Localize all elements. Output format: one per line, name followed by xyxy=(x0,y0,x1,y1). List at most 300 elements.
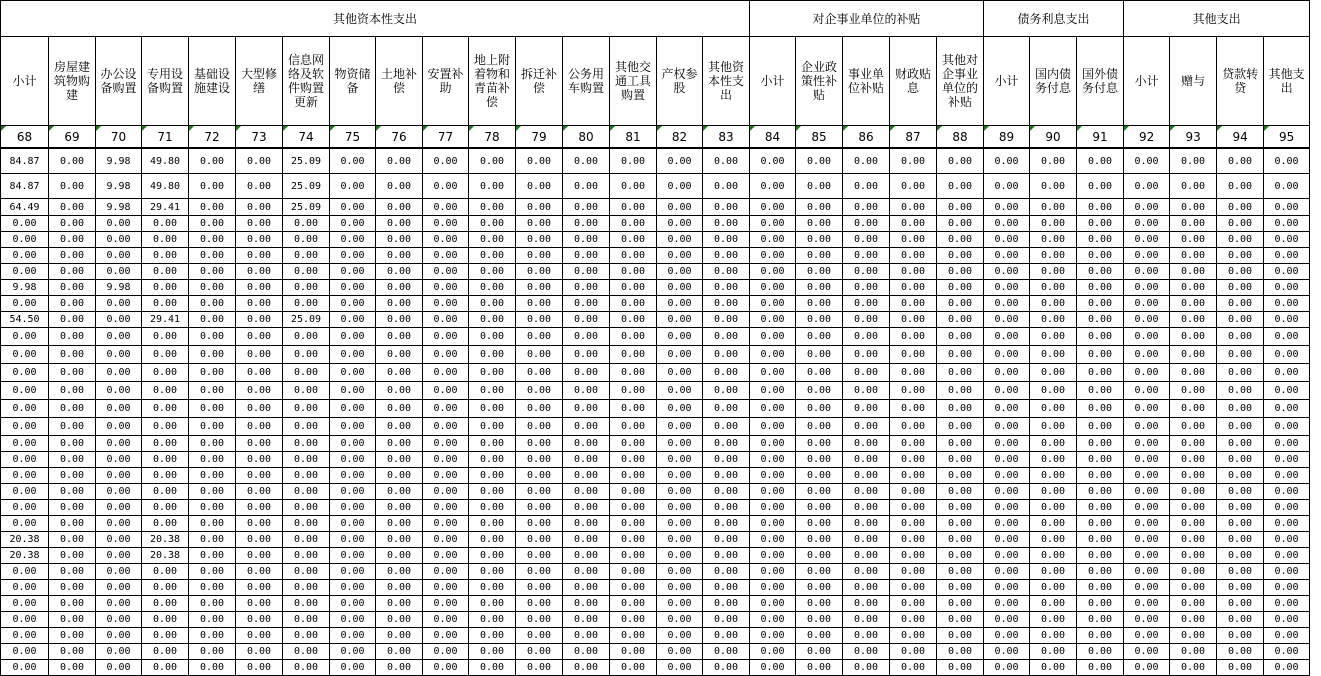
table-cell[interactable]: 0.00 xyxy=(423,248,469,264)
table-cell[interactable]: 0.00 xyxy=(469,612,516,628)
table-cell[interactable]: 0.00 xyxy=(516,296,563,312)
table-cell[interactable]: 0.00 xyxy=(1124,312,1170,328)
table-cell[interactable]: 0.00 xyxy=(843,328,890,346)
table-cell[interactable]: 0.00 xyxy=(376,564,423,580)
table-cell[interactable]: 0.00 xyxy=(1030,346,1077,364)
table-cell[interactable]: 0.00 xyxy=(1077,264,1124,280)
table-cell[interactable]: 0.00 xyxy=(657,580,703,596)
table-cell[interactable]: 0.00 xyxy=(610,346,657,364)
table-cell[interactable]: 0.00 xyxy=(1170,232,1217,248)
table-cell[interactable]: 0.00 xyxy=(937,346,984,364)
table-cell[interactable]: 0.00 xyxy=(1264,532,1310,548)
table-cell[interactable]: 0.00 xyxy=(610,149,657,174)
table-cell[interactable]: 0.00 xyxy=(516,548,563,564)
table-cell[interactable]: 0.00 xyxy=(610,280,657,296)
table-cell[interactable]: 0.00 xyxy=(890,328,937,346)
table-cell[interactable]: 84.87 xyxy=(1,174,49,199)
table-cell[interactable]: 0.00 xyxy=(1124,364,1170,382)
table-cell[interactable]: 0.00 xyxy=(1124,628,1170,644)
table-cell[interactable]: 0.00 xyxy=(516,248,563,264)
table-cell[interactable]: 0.00 xyxy=(1217,660,1264,676)
table-cell[interactable]: 0.00 xyxy=(563,418,610,436)
table-cell[interactable]: 0.00 xyxy=(796,382,843,400)
table-cell[interactable]: 0.00 xyxy=(1170,452,1217,468)
table-cell[interactable]: 0.00 xyxy=(890,468,937,484)
table-cell[interactable]: 0.00 xyxy=(376,500,423,516)
table-cell[interactable]: 0.00 xyxy=(1170,216,1217,232)
table-cell[interactable]: 0.00 xyxy=(142,216,189,232)
table-cell[interactable]: 0.00 xyxy=(142,484,189,500)
table-cell[interactable]: 0.00 xyxy=(236,264,283,280)
table-cell[interactable]: 0.00 xyxy=(1170,436,1217,452)
table-cell[interactable]: 0.00 xyxy=(890,418,937,436)
table-cell[interactable]: 0.00 xyxy=(189,468,236,484)
table-cell[interactable]: 0.00 xyxy=(843,516,890,532)
table-cell[interactable]: 0.00 xyxy=(657,418,703,436)
table-cell[interactable]: 0.00 xyxy=(49,644,96,660)
table-cell[interactable]: 0.00 xyxy=(49,500,96,516)
table-cell[interactable]: 0.00 xyxy=(96,532,142,548)
table-cell[interactable]: 0.00 xyxy=(843,418,890,436)
table-cell[interactable]: 0.00 xyxy=(236,564,283,580)
table-cell[interactable]: 0.00 xyxy=(1170,199,1217,216)
table-cell[interactable]: 0.00 xyxy=(657,596,703,612)
table-cell[interactable]: 0.00 xyxy=(563,628,610,644)
table-cell[interactable]: 0.00 xyxy=(984,232,1030,248)
table-cell[interactable]: 0.00 xyxy=(1077,328,1124,346)
table-cell[interactable]: 0.00 xyxy=(1124,296,1170,312)
table-cell[interactable]: 0.00 xyxy=(49,660,96,676)
table-cell[interactable]: 0.00 xyxy=(1,264,49,280)
table-cell[interactable]: 0.00 xyxy=(49,364,96,382)
table-cell[interactable]: 0.00 xyxy=(189,580,236,596)
table-cell[interactable]: 0.00 xyxy=(236,612,283,628)
table-cell[interactable]: 0.00 xyxy=(236,532,283,548)
table-cell[interactable]: 0.00 xyxy=(189,516,236,532)
table-cell[interactable]: 9.98 xyxy=(96,149,142,174)
table-cell[interactable]: 0.00 xyxy=(1264,628,1310,644)
table-cell[interactable]: 0.00 xyxy=(423,500,469,516)
table-cell[interactable]: 0.00 xyxy=(563,174,610,199)
table-cell[interactable]: 0.00 xyxy=(376,199,423,216)
table-cell[interactable]: 0.00 xyxy=(330,400,376,418)
table-cell[interactable]: 0.00 xyxy=(1030,418,1077,436)
table-cell[interactable]: 0.00 xyxy=(423,400,469,418)
table-cell[interactable]: 0.00 xyxy=(890,436,937,452)
table-cell[interactable]: 0.00 xyxy=(516,580,563,596)
table-cell[interactable]: 0.00 xyxy=(283,382,330,400)
table-cell[interactable]: 0.00 xyxy=(96,216,142,232)
table-cell[interactable]: 0.00 xyxy=(236,296,283,312)
table-cell[interactable]: 0.00 xyxy=(657,248,703,264)
table-cell[interactable]: 0.00 xyxy=(330,548,376,564)
table-cell[interactable]: 0.00 xyxy=(1170,484,1217,500)
table-cell[interactable]: 0.00 xyxy=(283,216,330,232)
table-cell[interactable]: 0.00 xyxy=(750,628,796,644)
table-cell[interactable]: 0.00 xyxy=(189,149,236,174)
table-cell[interactable]: 0.00 xyxy=(703,418,750,436)
table-cell[interactable]: 0.00 xyxy=(96,436,142,452)
table-cell[interactable]: 0.00 xyxy=(330,328,376,346)
table-cell[interactable]: 0.00 xyxy=(283,364,330,382)
table-cell[interactable]: 0.00 xyxy=(376,628,423,644)
table-cell[interactable]: 0.00 xyxy=(610,264,657,280)
table-cell[interactable]: 0.00 xyxy=(376,174,423,199)
table-cell[interactable]: 0.00 xyxy=(610,400,657,418)
table-cell[interactable]: 0.00 xyxy=(516,500,563,516)
table-cell[interactable]: 0.00 xyxy=(843,312,890,328)
table-cell[interactable]: 0.00 xyxy=(843,644,890,660)
table-cell[interactable]: 0.00 xyxy=(937,382,984,400)
table-cell[interactable]: 84.87 xyxy=(1,149,49,174)
table-cell[interactable]: 0.00 xyxy=(423,516,469,532)
table-cell[interactable]: 0.00 xyxy=(703,564,750,580)
table-cell[interactable]: 0.00 xyxy=(376,644,423,660)
table-cell[interactable]: 0.00 xyxy=(96,296,142,312)
table-cell[interactable]: 0.00 xyxy=(469,174,516,199)
table-cell[interactable]: 0.00 xyxy=(890,296,937,312)
table-cell[interactable]: 0.00 xyxy=(236,216,283,232)
table-cell[interactable]: 0.00 xyxy=(937,248,984,264)
table-cell[interactable]: 0.00 xyxy=(96,312,142,328)
table-cell[interactable]: 0.00 xyxy=(330,296,376,312)
table-cell[interactable]: 0.00 xyxy=(1264,232,1310,248)
table-cell[interactable]: 0.00 xyxy=(984,612,1030,628)
table-cell[interactable]: 0.00 xyxy=(657,149,703,174)
table-cell[interactable]: 0.00 xyxy=(283,484,330,500)
table-cell[interactable]: 0.00 xyxy=(516,628,563,644)
table-cell[interactable]: 0.00 xyxy=(984,660,1030,676)
table-cell[interactable]: 25.09 xyxy=(283,312,330,328)
table-cell[interactable]: 0.00 xyxy=(657,364,703,382)
table-cell[interactable]: 0.00 xyxy=(890,564,937,580)
table-cell[interactable]: 0.00 xyxy=(1170,280,1217,296)
table-cell[interactable]: 0.00 xyxy=(283,596,330,612)
table-cell[interactable]: 0.00 xyxy=(890,199,937,216)
table-cell[interactable]: 0.00 xyxy=(49,612,96,628)
table-cell[interactable]: 0.00 xyxy=(750,174,796,199)
table-cell[interactable]: 0.00 xyxy=(1,500,49,516)
table-cell[interactable]: 0.00 xyxy=(843,564,890,580)
table-cell[interactable]: 0.00 xyxy=(189,532,236,548)
table-cell[interactable]: 0.00 xyxy=(49,280,96,296)
table-cell[interactable]: 0.00 xyxy=(1077,532,1124,548)
table-cell[interactable]: 0.00 xyxy=(610,596,657,612)
table-cell[interactable]: 0.00 xyxy=(1217,468,1264,484)
table-cell[interactable]: 0.00 xyxy=(750,400,796,418)
table-cell[interactable]: 0.00 xyxy=(703,346,750,364)
table-cell[interactable]: 0.00 xyxy=(984,364,1030,382)
table-cell[interactable]: 0.00 xyxy=(376,532,423,548)
table-cell[interactable]: 0.00 xyxy=(283,248,330,264)
table-cell[interactable]: 0.00 xyxy=(423,660,469,676)
table-cell[interactable]: 0.00 xyxy=(1170,346,1217,364)
table-cell[interactable]: 0.00 xyxy=(796,346,843,364)
table-cell[interactable]: 0.00 xyxy=(423,418,469,436)
table-cell[interactable]: 0.00 xyxy=(1124,468,1170,484)
table-cell[interactable]: 0.00 xyxy=(1,248,49,264)
table-cell[interactable]: 0.00 xyxy=(843,149,890,174)
table-cell[interactable]: 0.00 xyxy=(330,500,376,516)
table-cell[interactable]: 0.00 xyxy=(843,264,890,280)
table-cell[interactable]: 0.00 xyxy=(96,580,142,596)
table-cell[interactable]: 0.00 xyxy=(1264,548,1310,564)
table-cell[interactable]: 0.00 xyxy=(469,248,516,264)
table-cell[interactable]: 0.00 xyxy=(937,149,984,174)
table-cell[interactable]: 0.00 xyxy=(1264,328,1310,346)
table-cell[interactable]: 0.00 xyxy=(703,216,750,232)
table-cell[interactable]: 0.00 xyxy=(843,199,890,216)
table-cell[interactable]: 0.00 xyxy=(283,628,330,644)
table-cell[interactable]: 0.00 xyxy=(142,644,189,660)
table-cell[interactable]: 0.00 xyxy=(1217,174,1264,199)
table-cell[interactable]: 0.00 xyxy=(1124,174,1170,199)
table-cell[interactable]: 0.00 xyxy=(236,149,283,174)
table-cell[interactable]: 0.00 xyxy=(516,564,563,580)
table-cell[interactable]: 0.00 xyxy=(423,174,469,199)
table-cell[interactable]: 0.00 xyxy=(984,436,1030,452)
table-cell[interactable]: 0.00 xyxy=(236,596,283,612)
table-cell[interactable]: 0.00 xyxy=(96,346,142,364)
table-cell[interactable]: 0.00 xyxy=(1077,468,1124,484)
table-cell[interactable]: 0.00 xyxy=(1264,468,1310,484)
table-cell[interactable]: 0.00 xyxy=(330,346,376,364)
table-cell[interactable]: 0.00 xyxy=(96,452,142,468)
table-cell[interactable]: 0.00 xyxy=(189,312,236,328)
table-cell[interactable]: 0.00 xyxy=(1124,232,1170,248)
table-cell[interactable]: 0.00 xyxy=(843,452,890,468)
table-cell[interactable]: 0.00 xyxy=(703,612,750,628)
table-cell[interactable]: 0.00 xyxy=(890,612,937,628)
table-cell[interactable]: 0.00 xyxy=(563,532,610,548)
table-cell[interactable]: 0.00 xyxy=(796,516,843,532)
table-cell[interactable]: 0.00 xyxy=(189,436,236,452)
table-cell[interactable]: 0.00 xyxy=(796,400,843,418)
table-cell[interactable]: 0.00 xyxy=(1217,516,1264,532)
table-cell[interactable]: 0.00 xyxy=(423,532,469,548)
table-cell[interactable]: 0.00 xyxy=(423,296,469,312)
table-cell[interactable]: 0.00 xyxy=(610,328,657,346)
table-cell[interactable]: 0.00 xyxy=(516,280,563,296)
table-cell[interactable]: 0.00 xyxy=(423,628,469,644)
table-cell[interactable]: 0.00 xyxy=(49,468,96,484)
table-cell[interactable]: 0.00 xyxy=(1,468,49,484)
table-cell[interactable]: 0.00 xyxy=(657,532,703,548)
table-cell[interactable]: 0.00 xyxy=(796,264,843,280)
table-cell[interactable]: 0.00 xyxy=(657,516,703,532)
table-cell[interactable]: 0.00 xyxy=(1077,174,1124,199)
table-cell[interactable]: 0.00 xyxy=(469,400,516,418)
table-cell[interactable]: 0.00 xyxy=(703,516,750,532)
table-cell[interactable]: 0.00 xyxy=(330,382,376,400)
table-cell[interactable]: 0.00 xyxy=(796,548,843,564)
table-cell[interactable]: 0.00 xyxy=(563,484,610,500)
table-cell[interactable]: 0.00 xyxy=(937,516,984,532)
table-cell[interactable]: 0.00 xyxy=(330,660,376,676)
table-cell[interactable]: 0.00 xyxy=(796,644,843,660)
table-cell[interactable]: 0.00 xyxy=(657,199,703,216)
table-cell[interactable]: 0.00 xyxy=(657,280,703,296)
table-cell[interactable]: 0.00 xyxy=(1264,564,1310,580)
table-cell[interactable]: 0.00 xyxy=(563,500,610,516)
table-cell[interactable]: 0.00 xyxy=(796,296,843,312)
table-cell[interactable]: 0.00 xyxy=(189,216,236,232)
table-cell[interactable]: 0.00 xyxy=(610,580,657,596)
table-cell[interactable]: 0.00 xyxy=(1124,264,1170,280)
table-cell[interactable]: 0.00 xyxy=(96,468,142,484)
table-cell[interactable]: 0.00 xyxy=(142,280,189,296)
table-cell[interactable]: 0.00 xyxy=(376,312,423,328)
table-cell[interactable]: 0.00 xyxy=(1030,248,1077,264)
table-cell[interactable]: 0.00 xyxy=(1217,312,1264,328)
table-cell[interactable]: 0.00 xyxy=(984,532,1030,548)
table-cell[interactable]: 0.00 xyxy=(96,628,142,644)
table-cell[interactable]: 0.00 xyxy=(937,264,984,280)
table-cell[interactable]: 0.00 xyxy=(657,382,703,400)
table-cell[interactable]: 0.00 xyxy=(49,248,96,264)
table-cell[interactable]: 0.00 xyxy=(236,280,283,296)
table-cell[interactable]: 0.00 xyxy=(750,468,796,484)
table-cell[interactable]: 0.00 xyxy=(330,580,376,596)
table-cell[interactable]: 0.00 xyxy=(703,532,750,548)
table-cell[interactable]: 0.00 xyxy=(516,452,563,468)
table-cell[interactable]: 0.00 xyxy=(1077,436,1124,452)
table-cell[interactable]: 0.00 xyxy=(1,382,49,400)
table-cell[interactable]: 0.00 xyxy=(1124,199,1170,216)
table-cell[interactable]: 0.00 xyxy=(330,628,376,644)
table-cell[interactable]: 0.00 xyxy=(189,382,236,400)
table-cell[interactable]: 0.00 xyxy=(49,418,96,436)
table-cell[interactable]: 0.00 xyxy=(330,596,376,612)
table-cell[interactable]: 0.00 xyxy=(984,312,1030,328)
table-cell[interactable]: 0.00 xyxy=(610,532,657,548)
table-cell[interactable]: 0.00 xyxy=(750,548,796,564)
table-cell[interactable]: 0.00 xyxy=(984,216,1030,232)
table-cell[interactable]: 0.00 xyxy=(96,418,142,436)
table-cell[interactable]: 0.00 xyxy=(1217,382,1264,400)
table-cell[interactable]: 0.00 xyxy=(330,232,376,248)
table-cell[interactable]: 0.00 xyxy=(423,312,469,328)
table-cell[interactable]: 0.00 xyxy=(1030,516,1077,532)
table-cell[interactable]: 0.00 xyxy=(1030,660,1077,676)
table-cell[interactable]: 0.00 xyxy=(49,596,96,612)
table-cell[interactable]: 0.00 xyxy=(1264,612,1310,628)
table-cell[interactable]: 0.00 xyxy=(937,364,984,382)
table-cell[interactable]: 0.00 xyxy=(423,232,469,248)
table-cell[interactable]: 0.00 xyxy=(610,644,657,660)
table-cell[interactable]: 0.00 xyxy=(610,468,657,484)
table-cell[interactable]: 0.00 xyxy=(1030,548,1077,564)
table-cell[interactable]: 0.00 xyxy=(796,596,843,612)
table-cell[interactable]: 0.00 xyxy=(469,644,516,660)
table-cell[interactable]: 0.00 xyxy=(563,516,610,532)
table-cell[interactable]: 0.00 xyxy=(1170,174,1217,199)
table-cell[interactable]: 0.00 xyxy=(376,382,423,400)
table-cell[interactable]: 0.00 xyxy=(984,174,1030,199)
table-cell[interactable]: 0.00 xyxy=(796,232,843,248)
table-cell[interactable]: 0.00 xyxy=(516,382,563,400)
table-cell[interactable]: 0.00 xyxy=(750,248,796,264)
table-cell[interactable]: 0.00 xyxy=(189,548,236,564)
table-cell[interactable]: 0.00 xyxy=(890,382,937,400)
table-cell[interactable]: 0.00 xyxy=(1124,418,1170,436)
table-cell[interactable]: 0.00 xyxy=(1170,264,1217,280)
table-cell[interactable]: 0.00 xyxy=(843,532,890,548)
table-cell[interactable]: 0.00 xyxy=(750,484,796,500)
table-cell[interactable]: 0.00 xyxy=(703,174,750,199)
table-cell[interactable]: 0.00 xyxy=(937,312,984,328)
table-cell[interactable]: 0.00 xyxy=(330,436,376,452)
table-cell[interactable]: 0.00 xyxy=(1077,596,1124,612)
table-cell[interactable]: 0.00 xyxy=(1170,328,1217,346)
table-cell[interactable]: 0.00 xyxy=(1170,612,1217,628)
table-cell[interactable]: 0.00 xyxy=(890,216,937,232)
table-cell[interactable]: 0.00 xyxy=(376,548,423,564)
table-cell[interactable]: 0.00 xyxy=(843,296,890,312)
table-cell[interactable]: 0.00 xyxy=(657,264,703,280)
table-cell[interactable]: 0.00 xyxy=(1170,400,1217,418)
table-cell[interactable]: 0.00 xyxy=(1077,346,1124,364)
table-cell[interactable]: 0.00 xyxy=(1170,532,1217,548)
table-cell[interactable]: 0.00 xyxy=(843,580,890,596)
table-cell[interactable]: 0.00 xyxy=(563,312,610,328)
table-cell[interactable]: 0.00 xyxy=(750,364,796,382)
table-cell[interactable]: 0.00 xyxy=(1077,580,1124,596)
table-cell[interactable]: 0.00 xyxy=(1077,516,1124,532)
table-cell[interactable]: 0.00 xyxy=(469,436,516,452)
table-cell[interactable]: 0.00 xyxy=(657,400,703,418)
table-cell[interactable]: 0.00 xyxy=(563,280,610,296)
table-cell[interactable]: 0.00 xyxy=(189,364,236,382)
table-cell[interactable]: 0.00 xyxy=(610,500,657,516)
table-cell[interactable]: 0.00 xyxy=(1217,644,1264,660)
table-cell[interactable]: 0.00 xyxy=(750,580,796,596)
table-cell[interactable]: 0.00 xyxy=(750,346,796,364)
table-cell[interactable]: 0.00 xyxy=(96,232,142,248)
table-cell[interactable]: 0.00 xyxy=(703,248,750,264)
table-cell[interactable]: 0.00 xyxy=(330,248,376,264)
table-cell[interactable]: 0.00 xyxy=(1030,232,1077,248)
table-cell[interactable]: 0.00 xyxy=(236,468,283,484)
table-cell[interactable]: 0.00 xyxy=(610,484,657,500)
table-cell[interactable]: 0.00 xyxy=(142,516,189,532)
table-cell[interactable]: 0.00 xyxy=(142,328,189,346)
table-cell[interactable]: 0.00 xyxy=(1217,149,1264,174)
table-cell[interactable]: 0.00 xyxy=(984,296,1030,312)
table-cell[interactable]: 0.00 xyxy=(1030,468,1077,484)
table-cell[interactable]: 0.00 xyxy=(423,199,469,216)
table-cell[interactable]: 0.00 xyxy=(516,174,563,199)
table-cell[interactable]: 0.00 xyxy=(563,580,610,596)
table-cell[interactable]: 0.00 xyxy=(469,516,516,532)
table-cell[interactable]: 0.00 xyxy=(563,232,610,248)
table-cell[interactable]: 0.00 xyxy=(1217,628,1264,644)
table-cell[interactable]: 0.00 xyxy=(189,628,236,644)
table-cell[interactable]: 0.00 xyxy=(469,364,516,382)
table-cell[interactable]: 64.49 xyxy=(1,199,49,216)
table-cell[interactable]: 0.00 xyxy=(703,312,750,328)
table-cell[interactable]: 0.00 xyxy=(142,296,189,312)
table-cell[interactable]: 0.00 xyxy=(189,232,236,248)
table-cell[interactable]: 0.00 xyxy=(469,596,516,612)
table-cell[interactable]: 0.00 xyxy=(750,264,796,280)
table-cell[interactable]: 0.00 xyxy=(703,452,750,468)
table-cell[interactable]: 0.00 xyxy=(236,382,283,400)
table-cell[interactable]: 0.00 xyxy=(657,232,703,248)
table-cell[interactable]: 0.00 xyxy=(1264,580,1310,596)
table-cell[interactable]: 0.00 xyxy=(1264,248,1310,264)
table-cell[interactable]: 0.00 xyxy=(96,500,142,516)
